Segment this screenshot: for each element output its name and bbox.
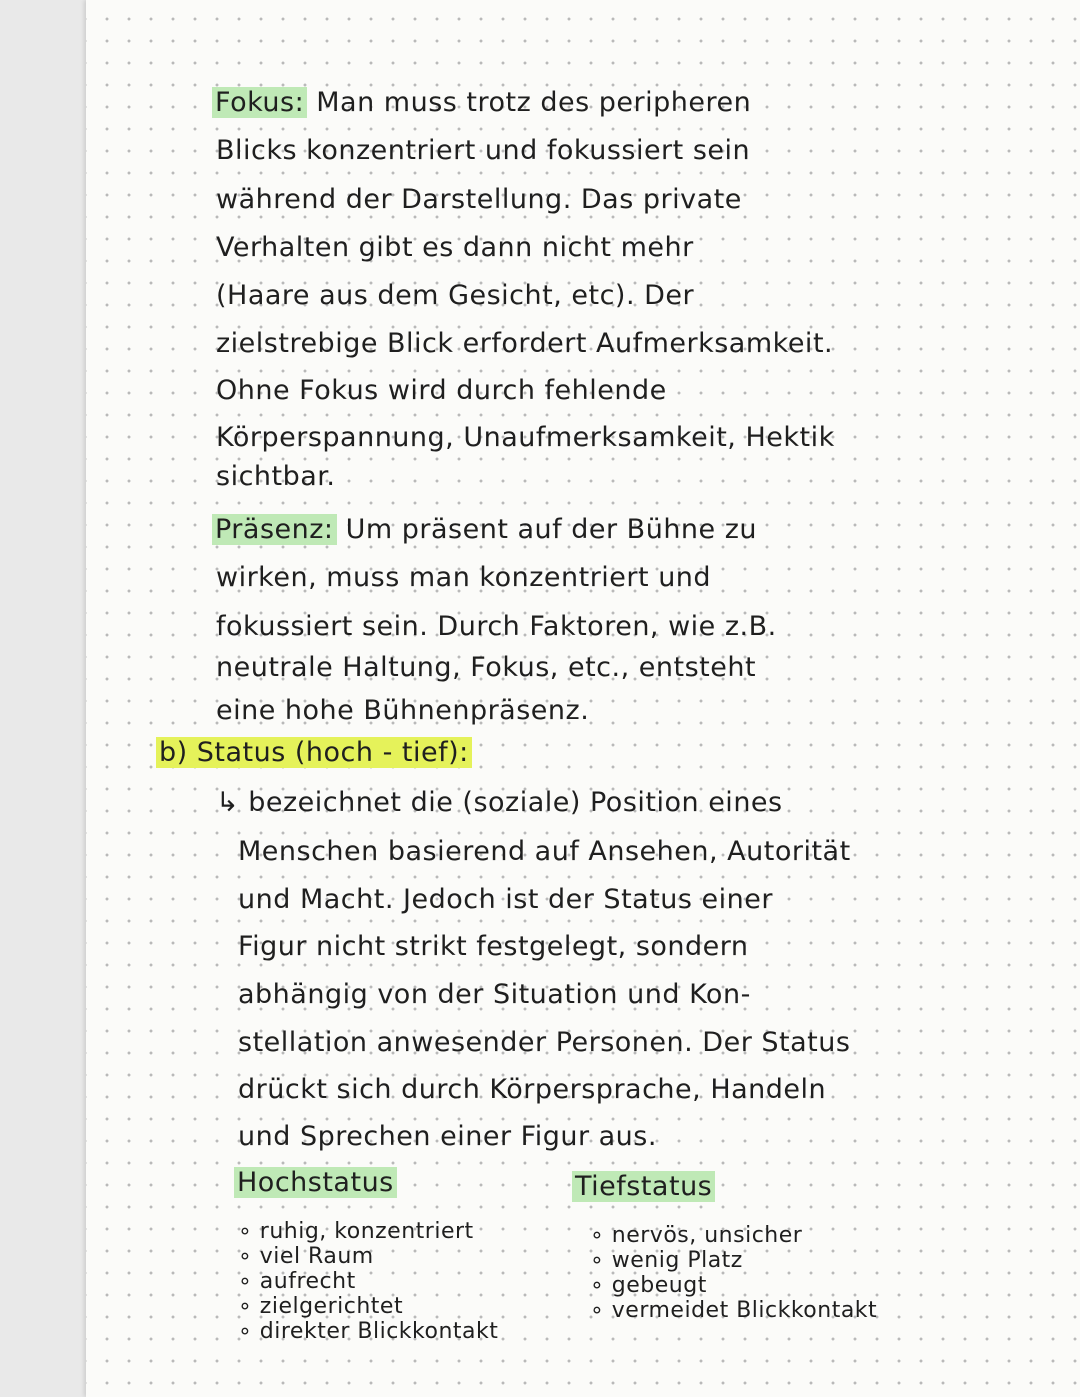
high-status-item: ∘ ruhig, konzentriert bbox=[238, 1219, 474, 1244]
high-status-item: ∘ viel Raum bbox=[238, 1244, 374, 1269]
high-status-item: ∘ zielgerichtet bbox=[238, 1294, 404, 1319]
status-line-6: stellation anwesender Personen. Der Status bbox=[238, 1027, 851, 1058]
status-line-2: Menschen basierend auf Ansehen, Autorität bbox=[238, 836, 851, 867]
focus-line-5: (Haare aus dem Gesicht, etc). Der bbox=[216, 280, 695, 311]
bullet-icon: ∘ bbox=[238, 1319, 253, 1344]
low-status-item: ∘ nervös, unsicher bbox=[590, 1223, 803, 1248]
focus-line-2: Blicks konzentriert und fokussiert sein bbox=[216, 135, 751, 166]
status-line-7: drückt sich durch Körpersprache, Handeln bbox=[238, 1074, 827, 1105]
low-status-title: Tiefstatus bbox=[572, 1170, 715, 1204]
bullet-icon: ∘ bbox=[238, 1244, 253, 1269]
presence-term: Präsenz: bbox=[212, 514, 337, 545]
status-line-5: abhängig von der Situation und Kon- bbox=[238, 979, 751, 1010]
presence-text: Um präsent auf der Bühne zu bbox=[345, 514, 758, 545]
bullet-icon: ∘ bbox=[590, 1273, 605, 1298]
bullet-icon: ∘ bbox=[238, 1269, 253, 1294]
focus-line-3: während der Darstellung. Das private bbox=[216, 184, 742, 215]
focus-line-9: sichtbar. bbox=[216, 461, 336, 492]
focus-text: Man muss trotz des peripheren bbox=[316, 87, 752, 118]
bullet-icon: ∘ bbox=[238, 1219, 253, 1244]
low-status-item: ∘ gebeugt bbox=[590, 1273, 707, 1298]
focus-line-4: Verhalten gibt es dann nicht mehr bbox=[216, 232, 694, 263]
bullet-icon: ∘ bbox=[238, 1294, 253, 1319]
notebook-page bbox=[86, 0, 1080, 1397]
focus-line-8: Körperspannung, Unaufmerksamkeit, Hektik bbox=[216, 422, 835, 453]
status-line-3: und Macht. Jedoch ist der Status einer bbox=[238, 884, 773, 915]
focus-line-7: Ohne Fokus wird durch fehlende bbox=[216, 375, 667, 406]
bullet-icon: ∘ bbox=[590, 1298, 605, 1323]
presence-line-1 bbox=[212, 513, 757, 547]
focus-line-1 bbox=[212, 86, 751, 120]
presence-line-3: fokussiert sein. Durch Faktoren, wie z.B. bbox=[216, 611, 777, 642]
low-status-item: ∘ wenig Platz bbox=[590, 1248, 743, 1273]
status-line-1: ↳ bezeichnet die (soziale) Position eines bbox=[216, 787, 783, 818]
bullet-icon: ∘ bbox=[590, 1223, 605, 1248]
low-status-item: ∘ vermeidet Blickkontakt bbox=[590, 1298, 878, 1323]
presence-line-4: neutrale Haltung, Fokus, etc., entsteht bbox=[216, 652, 757, 683]
status-heading bbox=[156, 736, 472, 770]
status-line-4: Figur nicht strikt festgelegt, sondern bbox=[238, 931, 749, 962]
presence-line-5: eine hohe Bühnenpräsenz. bbox=[216, 695, 590, 726]
status-heading-text: b) Status (hoch - tief): bbox=[156, 737, 472, 768]
high-status-title: Hochstatus bbox=[234, 1166, 397, 1200]
high-status-item: ∘ aufrecht bbox=[238, 1269, 356, 1294]
high-status-item: ∘ direkter Blickkontakt bbox=[238, 1319, 499, 1344]
focus-line-6: zielstrebige Blick erfordert Aufmerksamkeit. bbox=[216, 328, 834, 359]
status-line-8: und Sprechen einer Figur aus. bbox=[238, 1121, 657, 1152]
bullet-icon: ∘ bbox=[590, 1248, 605, 1273]
presence-line-2: wirken, muss man konzentriert und bbox=[216, 562, 712, 593]
focus-term: Fokus: bbox=[212, 87, 307, 118]
